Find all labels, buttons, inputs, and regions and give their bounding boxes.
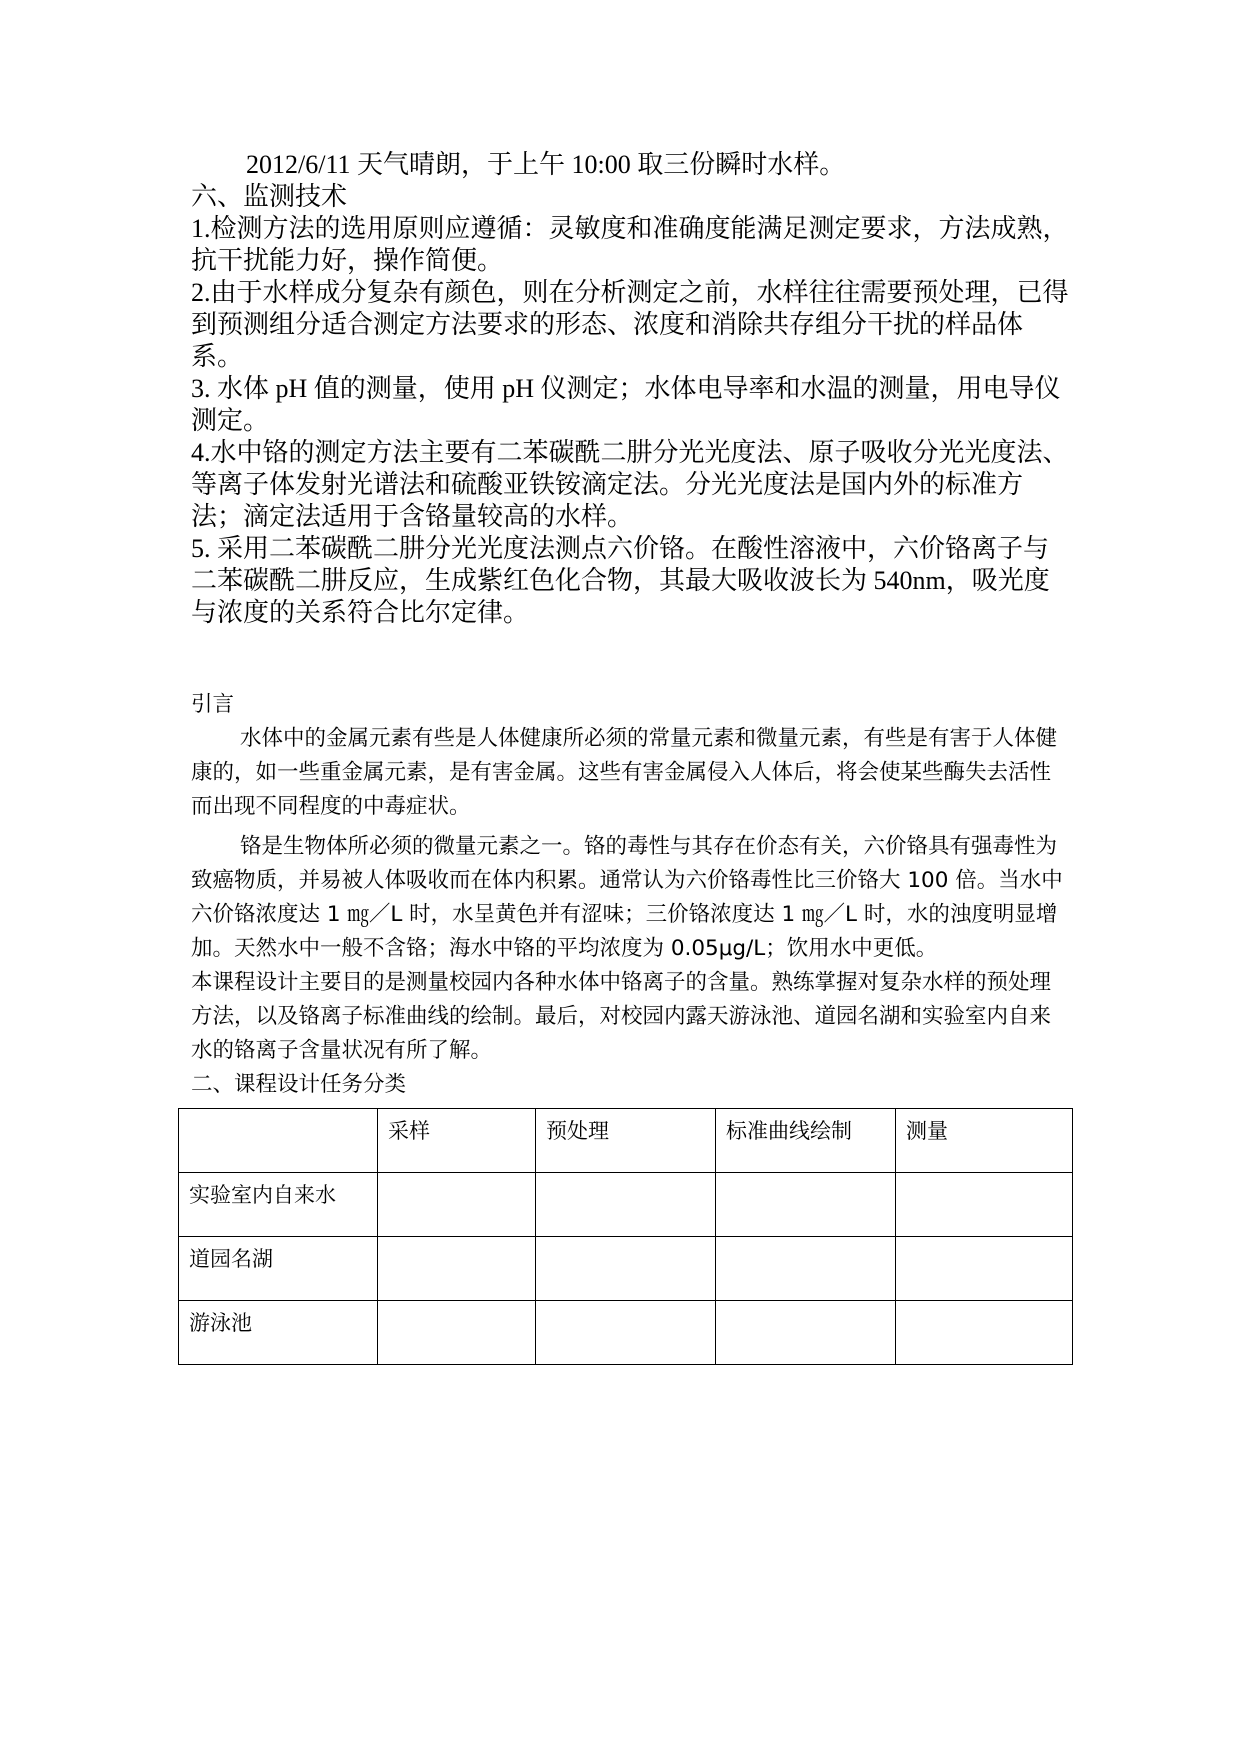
monitoring-item: 1.检测方法的选用原则应遵循：灵敏度和准确度能满足测定要求，方法成熟，抗干扰能力好，操作简便。 xyxy=(191,214,1069,275)
monitoring-item: 5. 采用二苯碳酰二肼分光光度法测点六价铬。在酸性溶液中，六价铬离子与二苯碳酰二肼反应，生成紫红色化合物，其最大吸收波长为 540nm，吸光度与浓度的关系符合比尔定律。 xyxy=(191,534,1050,627)
intro-paragraph: 铬是生物体所必须的微量元素之一。铬的毒性与其存在价态有关，六价铬具有强毒性为致癌物质，并易被人体吸收而在体内积累。通常认为六价铬毒性比三价铬大 100 倍。当水中六价铬浓度达 1 ㎎／L 时，水呈黄色并有涩味；三价铬浓度达 1 ㎎／L 时，水的浊度明显增加。天然水中一般不含铬；海水中铬的平均浓度为 0.05μg/L；饮用水中更低。 xyxy=(191,834,1063,961)
table-cell xyxy=(378,1237,536,1301)
table-cell xyxy=(536,1173,716,1237)
table-header-cell xyxy=(179,1109,378,1173)
table-cell xyxy=(716,1173,896,1237)
sampling-date-line: 2012/6/11 天气晴朗，于上午 10:00 取三份瞬时水样。 xyxy=(246,150,846,179)
table-row-label: 道园名湖 xyxy=(179,1237,378,1301)
table-row-label: 实验室内自来水 xyxy=(179,1173,378,1237)
table-header-row xyxy=(179,1109,1073,1173)
table-cell xyxy=(716,1237,896,1301)
table-cell xyxy=(536,1237,716,1301)
table-cell xyxy=(896,1237,1073,1301)
table-cell xyxy=(896,1173,1073,1237)
table-header-cell: 标准曲线绘制 xyxy=(716,1109,896,1173)
monitoring-item: 4.水中铬的测定方法主要有二苯碳酰二肼分光光度法、原子吸收分光光度法、等离子体发射光谱法和硫酸亚铁铵滴定法。分光光度法是国内外的标准方法；滴定法适用于含铬量较高的水样。 xyxy=(191,438,1069,531)
monitoring-item: 3. 水体 pH 值的测量，使用 pH 仪测定；水体电导率和水温的测量，用电导仪测定。 xyxy=(191,374,1061,435)
table-header-cell: 预处理 xyxy=(536,1109,716,1173)
section-heading-introduction: 引言 xyxy=(191,692,235,717)
task-table xyxy=(178,1108,1073,1365)
table-row-label: 游泳池 xyxy=(179,1301,378,1365)
table-cell xyxy=(378,1173,536,1237)
introduction-section xyxy=(191,688,1071,1102)
monitoring-item: 2.由于水样成分复杂有颜色，则在分析测定之前，水样往往需要预处理，已得到预测组分适合测定方法要求的形态、浓度和消除共存组分干扰的样品体系。 xyxy=(191,278,1069,371)
table-cell xyxy=(716,1301,896,1365)
table-header-cell: 采样 xyxy=(378,1109,536,1173)
section-heading-monitoring: 六、监测技术 xyxy=(191,182,348,211)
table-cell xyxy=(378,1301,536,1365)
table-row xyxy=(179,1237,1073,1301)
table-cell xyxy=(536,1301,716,1365)
table-header-cell: 测量 xyxy=(896,1109,1073,1173)
intro-paragraph: 水体中的金属元素有些是人体健康所必须的常量元素和微量元素，有些是有害于人体健康的，如一些重金属元素，是有害金属。这些有害金属侵入人体后，将会使某些酶失去活性而出现不同程度的中毒症状。 xyxy=(191,726,1058,819)
monitoring-section xyxy=(191,149,1071,629)
intro-paragraph: 本课程设计主要目的是测量校园内各种水体中铬离子的含量。熟练掌握对复杂水样的预处理方法，以及铬离子标准曲线的绘制。最后，对校园内露天游泳池、道园名湖和实验室内自来水的铬离子含量状况有所了解。 xyxy=(191,970,1052,1063)
table-cell xyxy=(896,1301,1073,1365)
table-row xyxy=(179,1173,1073,1237)
section-heading-tasks: 二、课程设计任务分类 xyxy=(191,1072,407,1097)
table-row xyxy=(179,1301,1073,1365)
